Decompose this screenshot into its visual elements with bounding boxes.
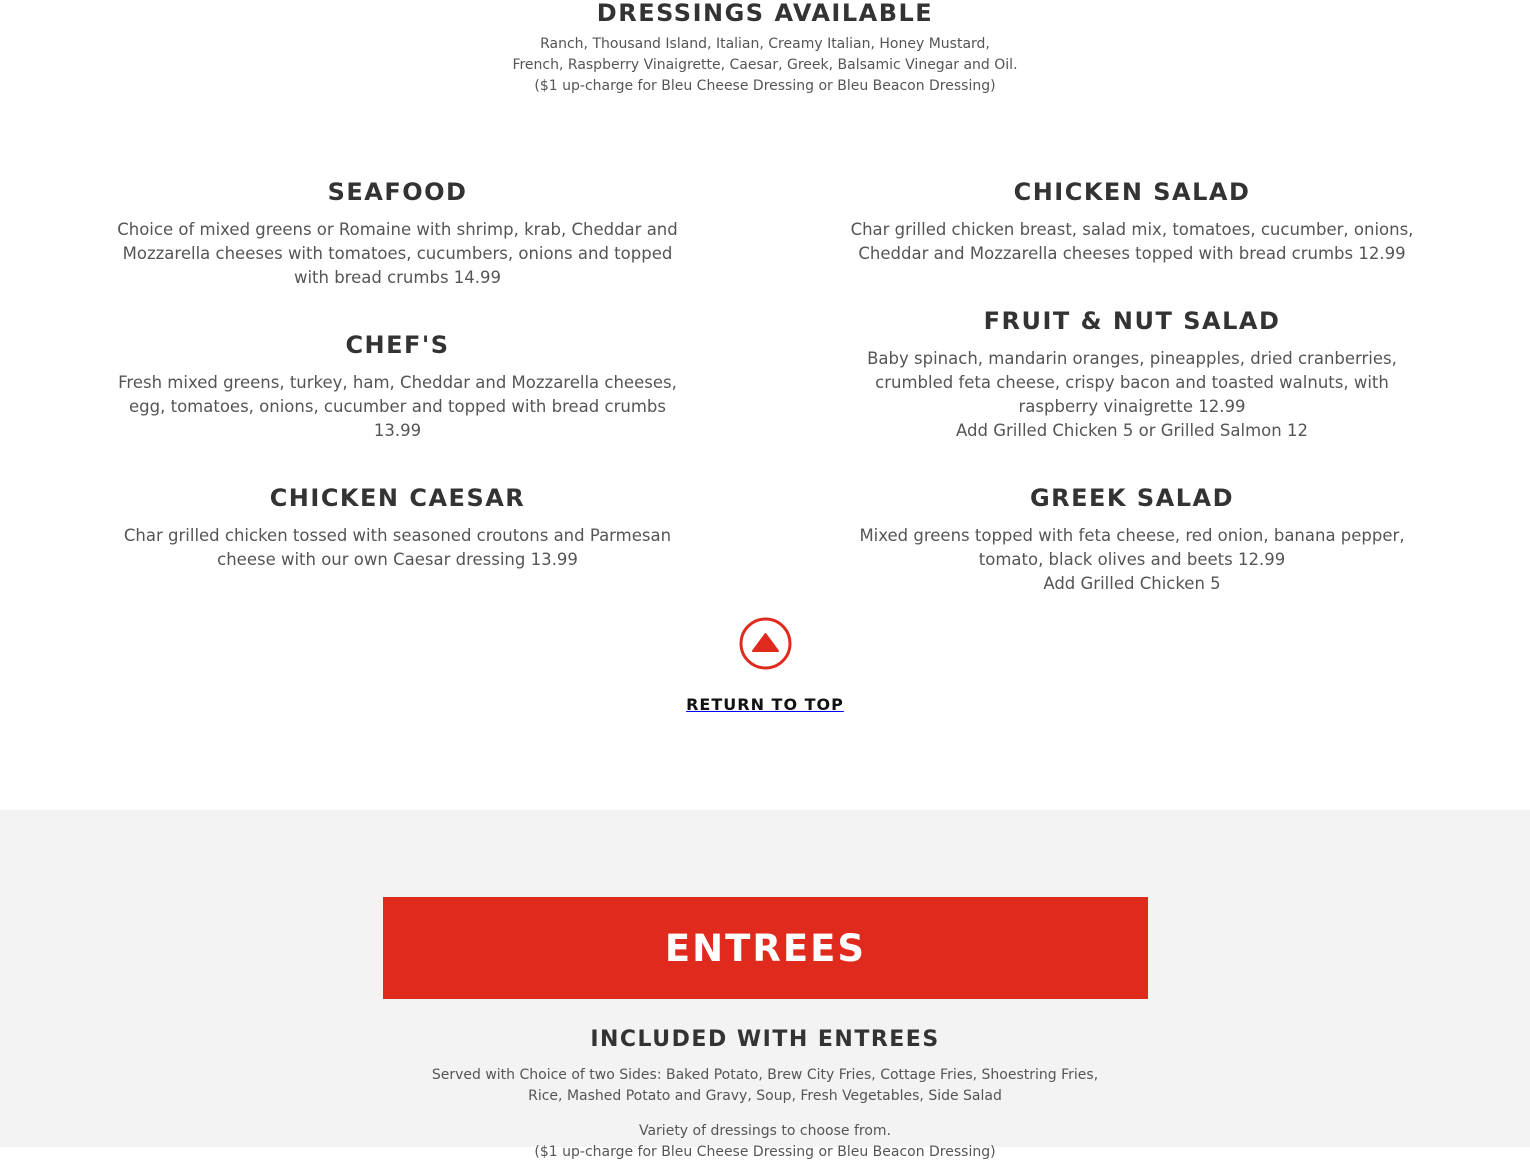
menu-item-fruit-nut-salad [845,304,1419,443]
description-line: Baby spinach, mandarin oranges, pineapples, dried cranberries, [867,349,1397,368]
dressings-list [0,34,1530,97]
menu-item-chicken-caesar [115,481,680,572]
menu-item-description [115,524,680,572]
description-line: Add Grilled Chicken 5 or Grilled Salmon 12 [956,421,1308,440]
menu-item-title: GREEK SALAD [1029,484,1235,512]
menu-item-description [115,218,680,290]
description-line: Char grilled chicken tossed with seasoned croutons and Parmesan [123,526,672,545]
description-line: Add Grilled Chicken 5 [1043,574,1221,593]
description-line: cheese with our own Caesar dressing 13.99 [217,550,578,569]
description-line: crumbled feta cheese, crispy bacon and toasted walnuts, with [875,373,1389,392]
menu-item-description [845,524,1419,596]
menu-item-title: CHICKEN CAESAR [269,484,526,512]
menu-item-chicken-salad [845,175,1419,266]
menu-item-title: SEAFOOD [327,178,468,206]
description-line: with bread crumbs 14.99 [293,268,502,287]
dressings-line: ($1 up-charge for Bleu Cheese Dressing or Bleu Beacon Dressing) [534,78,996,94]
entrees-section [0,810,1530,1160]
description-line: Fresh mixed greens, turkey, ham, Cheddar and Mozzarella cheeses, [118,373,677,392]
return-to-top-label[interactable]: RETURN TO TOP [686,695,844,714]
menu-item-description [845,218,1419,266]
included-with-entrees [0,1025,1530,1163]
included-line: ($1 up-charge for Bleu Cheese Dressing or Bleu Beacon Dressing) [534,1144,996,1160]
description-line: Mixed greens topped with feta cheese, red onion, banana pepper, [859,526,1405,545]
menu-item-title: CHICKEN SALAD [1013,178,1251,206]
menu-item-description [845,347,1419,443]
included-line: Variety of dressings to choose from. [638,1123,892,1139]
return-to-top-link[interactable] [640,617,890,714]
menu-item-description [115,371,680,443]
menu-item-seafood [115,175,680,290]
left-menu-column [115,175,680,572]
description-line: Choice of mixed greens or Romaine with shrimp, krab, Cheddar and [117,220,678,239]
description-line: tomato, black olives and beets 12.99 [978,550,1286,569]
right-menu-column [845,175,1419,596]
description-line: egg, tomatoes, onions, cucumber and topped with bread crumbs [129,397,666,416]
menu-item-title: CHEF'S [345,331,450,359]
dressings-line: Ranch, Thousand Island, Italian, Creamy Italian, Honey Mustard, [540,36,990,52]
entrees-banner [383,897,1148,999]
menu-item-title: FRUIT & NUT SALAD [983,307,1281,335]
included-line: Served with Choice of two Sides: Baked Potato, Brew City Fries, Cottage Fries, Shoestring Fries, [431,1067,1099,1083]
description-line: Cheddar and Mozzarella cheeses topped with bread crumbs 12.99 [858,244,1406,263]
dressings-section [0,0,1530,97]
included-sides-text [0,1065,1530,1163]
entrees-title: ENTREES [664,926,867,970]
description-line: 13.99 [373,421,422,440]
menu-item-greek-salad [845,481,1419,596]
description-line: Mozzarella cheeses with tomatoes, cucumbers, onions and topped [122,244,673,263]
dressings-title: DRESSINGS AVAILABLE [596,0,934,27]
included-title: INCLUDED WITH ENTREES [590,1027,940,1052]
arrow-up-circle-icon[interactable] [739,617,792,670]
description-line: Char grilled chicken breast, salad mix, tomatoes, cucumber, onions, [850,220,1414,239]
dressings-line: French, Raspberry Vinaigrette, Caesar, Greek, Balsamic Vinegar and Oil. [512,57,1018,73]
menu-item-chefs [115,328,680,443]
description-line: raspberry vinaigrette 12.99 [1018,397,1246,416]
included-line: Rice, Mashed Potato and Gravy, Soup, Fresh Vegetables, Side Salad [528,1088,1002,1104]
